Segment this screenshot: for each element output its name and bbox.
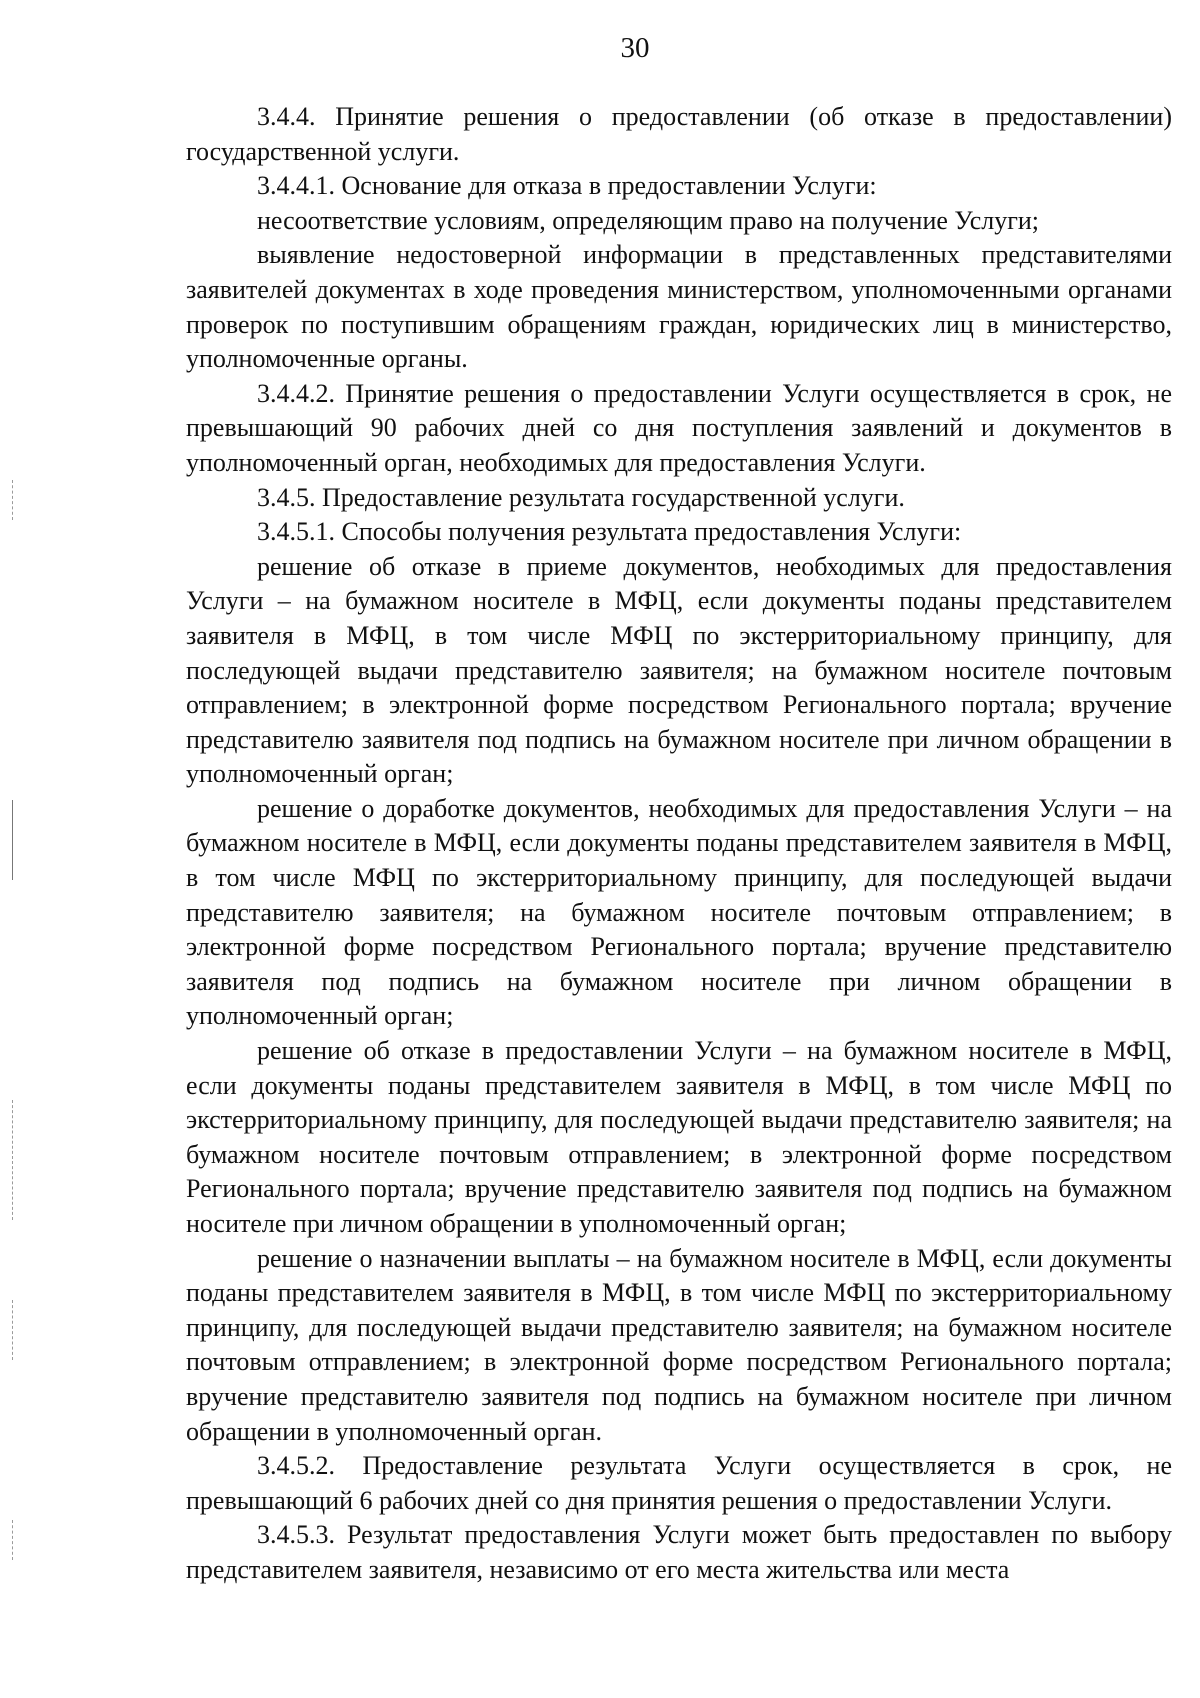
paragraph-3-4-5-3: 3.4.5.3. Результат предоставления Услуги может быть предоставлен по выбору представителем заявителя, независимо от его места жительства или места <box>186 1520 1172 1584</box>
paragraph-3-4-4-1: 3.4.4.1. Основание для отказа в предоставлении Услуги: <box>257 171 877 201</box>
paragraph-3-4-4-2: 3.4.4.2. Принятие решения о предоставлении Услуги осуществляется в срок, не превышающий 90 рабочих дней со дня поступления заявлений и документов в уполномоченный орган, необходимых для предоставления Услуги. <box>186 378 1172 477</box>
document-body <box>186 100 1172 1588</box>
scan-edge-mark-3 <box>12 1100 13 1220</box>
paragraph-result-refusal-service: решение об отказе в предоставлении Услуги – на бумажном носителе в МФЦ, если документы поданы представителем заявителя в МФЦ, в том числе МФЦ по экстерриториальному принципу, для последующей выдачи представителю заявителя; на бумажном носителе почтовым отправлением; в электронной форме посредством Регионального портала; вручение представителю заявителя под подпись на бумажном носителе при личном обращении в уполномоченный орган; <box>186 1036 1172 1238</box>
paragraph-result-payment: решение о назначении выплаты – на бумажном носителе в МФЦ, если документы поданы представителем заявителя в МФЦ, в том числе МФЦ по экстерриториальному принципу, для последующей выдачи представителю заявителя; на бумажном носителе почтовым отправлением; в электронной форме посредством Регионального портала; вручение представителю заявителя под подпись на бумажном носителе при личном обращении в уполномоченный орган. <box>186 1243 1172 1446</box>
paragraph-refusal-basis-1: несоответствие условиям, определяющим право на получение Услуги; <box>257 205 1040 235</box>
paragraph-refusal-basis-2: выявление недостоверной информации в представленных представителями заявителей документах в ходе проведения министерством, уполномоченными органами проверок по поступившим обращениям граждан, юридических лиц в министерство, уполномоченные органы. <box>186 240 1172 374</box>
paragraph-3-4-5-1: 3.4.5.1. Способы получения результата предоставления Услуги: <box>257 517 962 547</box>
scan-edge-mark-5 <box>12 1520 13 1560</box>
scan-edge-mark-1 <box>12 480 13 520</box>
paragraph-result-revision: решение о доработке документов, необходимых для предоставления Услуги – на бумажном носителе в МФЦ, если документы поданы представителем заявителя в МФЦ, в том числе МФЦ по экстерриториальному принципу, для последующей выдачи представителю заявителя; на бумажном носителе почтовым отправлением; в электронной форме посредством Регионального портала; вручение представителю заявителя под подпись на бумажном носителе при личном обращении в уполномоченный орган; <box>186 793 1172 1031</box>
paragraph-result-refusal-acceptance: решение об отказе в приеме документов, необходимых для предоставления Услуги – на бумажном носителе в МФЦ, если документы поданы представителем заявителя в МФЦ, в том числе МФЦ по экстерриториальному принципу, для последующей выдачи представителю заявителя; на бумажном носителе почтовым отправлением; в электронной форме посредством Регионального портала; вручение представителю заявителя под подпись на бумажном носителе при личном обращении в уполномоченный орган; <box>186 551 1172 789</box>
paragraph-3-4-5-2: 3.4.5.2. Предоставление результата Услуги осуществляется в срок, не превышающий 6 рабочих дней со дня принятия решения о предоставлении Услуги. <box>186 1451 1172 1515</box>
paragraph-3-4-5: 3.4.5. Предоставление результата государственной услуги. <box>257 482 905 512</box>
page-number: 30 <box>620 32 650 64</box>
paragraph-3-4-4: 3.4.4. Принятие решения о предоставлении (об отказе в предоставлении) государственной услуги. <box>186 102 1172 166</box>
scan-edge-mark-4 <box>12 1300 13 1360</box>
scan-edge-mark-2 <box>12 800 13 880</box>
